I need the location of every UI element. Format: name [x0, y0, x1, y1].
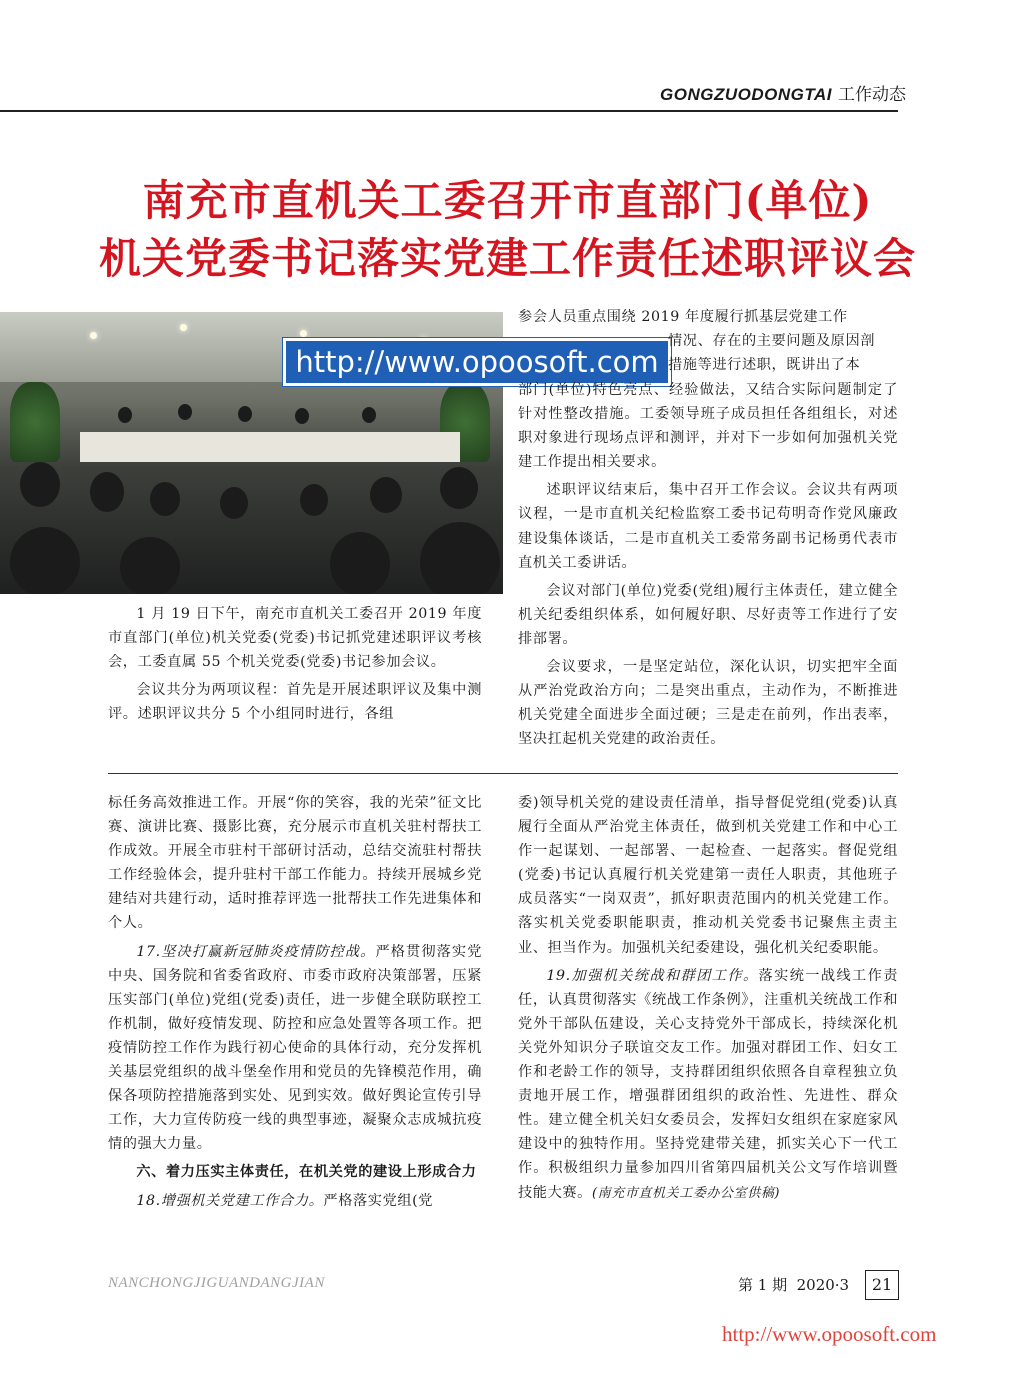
lower-right-column — [518, 791, 898, 1206]
item-body: 严格落实党组(党 — [323, 1192, 434, 1209]
line: 情况、存在的主要问题及原因剖 — [668, 333, 876, 349]
paragraph: 标任务高效推进工作。开展“你的笑容，我的光荣”征文比赛、演讲比赛、摄影比赛，充分展示市直机关驻村帮扶工作成效。开展全市驻村干部研讨活动，总结交流驻村帮扶工作经验体会，提升驻村干部工作能力。持续开展城乡党建结对共建行动，适时推荐评选一批帮扶工作先进集体和个人。 — [108, 795, 482, 932]
footer-journal-name: NANCHONGJIGUANDANGJIAN — [108, 1275, 325, 1291]
footer-issue: 第 1 期 2020·3 — [738, 1276, 850, 1294]
section-divider — [108, 773, 898, 774]
item-body: 严格贯彻落实党中央、国务院和省委省政府、市委市政府决策部署，压紧压实部门(单位)党组(党委)责任，进一步健全联防联控工作机制，做好疫情发现、防控和应急处置等各项工作。把疫情防控工作作为践行初心使命的具体行动，充分发挥机关基层党组织的战斗堡垒作用和党员的先锋模范作用，确保各项防控措施落到实处、见到实效。做好舆论宣传引导工作，大力宣传防疫一线的典型事迹，凝聚众志成城抗疫情的强大力量。 — [108, 943, 483, 1153]
paragraph: 会议要求，一是坚定站位，深化认识，切实把牢全面从严治党政治方向；二是突出重点，主动作为，不断推进机关党建全面进步全面过硬；三是走在前列，作出表率，坚决扛起机关党建的政治责任。 — [518, 659, 898, 748]
item-body: 落实统一战线工作责任，认真贯彻落实《统战工作条例》，注重机关统战工作和党外干部队伍建设，关心支持党外干部成长，持续深化机关党外知识分子联谊交友工作。加强对群团工作、妇女工作和老龄工作的领导，支持群团组织依照各自章程独立负责地开展工作，增强群团组织的政治性、先进性、群众性。建立健全机关妇女委员会，发挥妇女组织在家庭家风建设中的独特作用。坚持党建带关建，抓实关心下一代工作。积极组织力量参加四川省第四届机关公文写作培训暨技能大赛。 — [518, 967, 898, 1201]
header-latin: GONGZUODONGTAI — [660, 85, 832, 104]
paragraph: 1 月 19 日下午，南充市直机关工委召开 2019 年度市直部门(单位)机关党委(党委)书记抓党建述职评议考核会，工委直属 55 个机关党委(党委)书记参加会议。 — [108, 606, 482, 671]
item-heading: 18.增强机关党建工作合力。 — [136, 1192, 324, 1209]
page-number: 21 — [865, 1270, 899, 1300]
paragraph: 述职评议结束后，集中召开工作会议。会议共有两项议程，一是市直机关纪检监察工委书记苟明奇作党风廉政建设集体谈话，二是市直机关工委常务副书记杨勇代表市直机关工委讲话。 — [518, 482, 898, 571]
paragraph: 委)领导机关党的建设责任清单，指导督促党组(党委)认真履行全面从严治党主体责任，做到机关党建工作和中心工作一起谋划、一起部署、一起检查、一起落实。督促党组(党委)书记认真履行机关党建第一责任人职责，其他班子成员落实“一岗双责”，抓好职责范围内的机关党建工作。落实机关党委职能职责，推动机关党委书记聚焦主责主业、担当作为。加强机关纪委建设，强化机关纪委职能。 — [518, 795, 898, 956]
paragraph — [108, 940, 482, 1157]
item-heading: 17.坚决打赢新冠肺炎疫情防控战。 — [136, 943, 376, 960]
article-title-line1: 南充市直机关工委召开市直部门(单位) — [142, 176, 873, 225]
header-rule — [0, 110, 898, 112]
line: 参会人员重点围绕 2019 年度履行抓基层党建工作 — [518, 309, 848, 325]
upper-right-partial-lines — [668, 329, 898, 377]
paragraph: 会议共分为两项议程：首先是开展述职评议及集中测评。述职评议共分 5 个小组同时进行，各组 — [108, 682, 482, 723]
paragraph: 会议对部门(单位)党委(党组)履行主体责任，建立健全机关纪委组织体系，如何履好职、尽好责等工作进行了安排部署。 — [518, 582, 898, 647]
upper-right-column-top — [518, 305, 898, 329]
upper-right-column — [518, 378, 898, 751]
header-chinese: 工作动态 — [837, 85, 906, 105]
section-heading: 六、着力压实主体责任，在机关党的建设上形成合力 — [136, 1164, 477, 1181]
paragraph: 部门(单位)特色亮点、经验做法，又结合实际问题制定了针对性整改措施。工委领导班子成员担任各组组长，对述职对象进行现场点评和测评，并对下一步如何加强机关党建工作提出相关要求。 — [518, 382, 898, 471]
source-credit: (南充市直机关工委办公室供稿) — [591, 1185, 781, 1201]
article-title-line2: 机关党委书记落实党建工作责任述职评议会 — [98, 234, 916, 283]
paragraph — [518, 964, 898, 1206]
running-header — [660, 80, 906, 105]
lower-left-column — [108, 791, 482, 1213]
watermark-url: http://www.opoosoft.com — [722, 1322, 937, 1346]
item-heading: 19.加强机关统战和群团工作。 — [546, 967, 759, 984]
paragraph — [108, 1189, 482, 1213]
watermark-banner: http://www.opoosoft.com — [283, 338, 671, 386]
line: 措施等进行述职，既讲出了本 — [668, 357, 861, 374]
upper-left-column — [108, 602, 482, 726]
